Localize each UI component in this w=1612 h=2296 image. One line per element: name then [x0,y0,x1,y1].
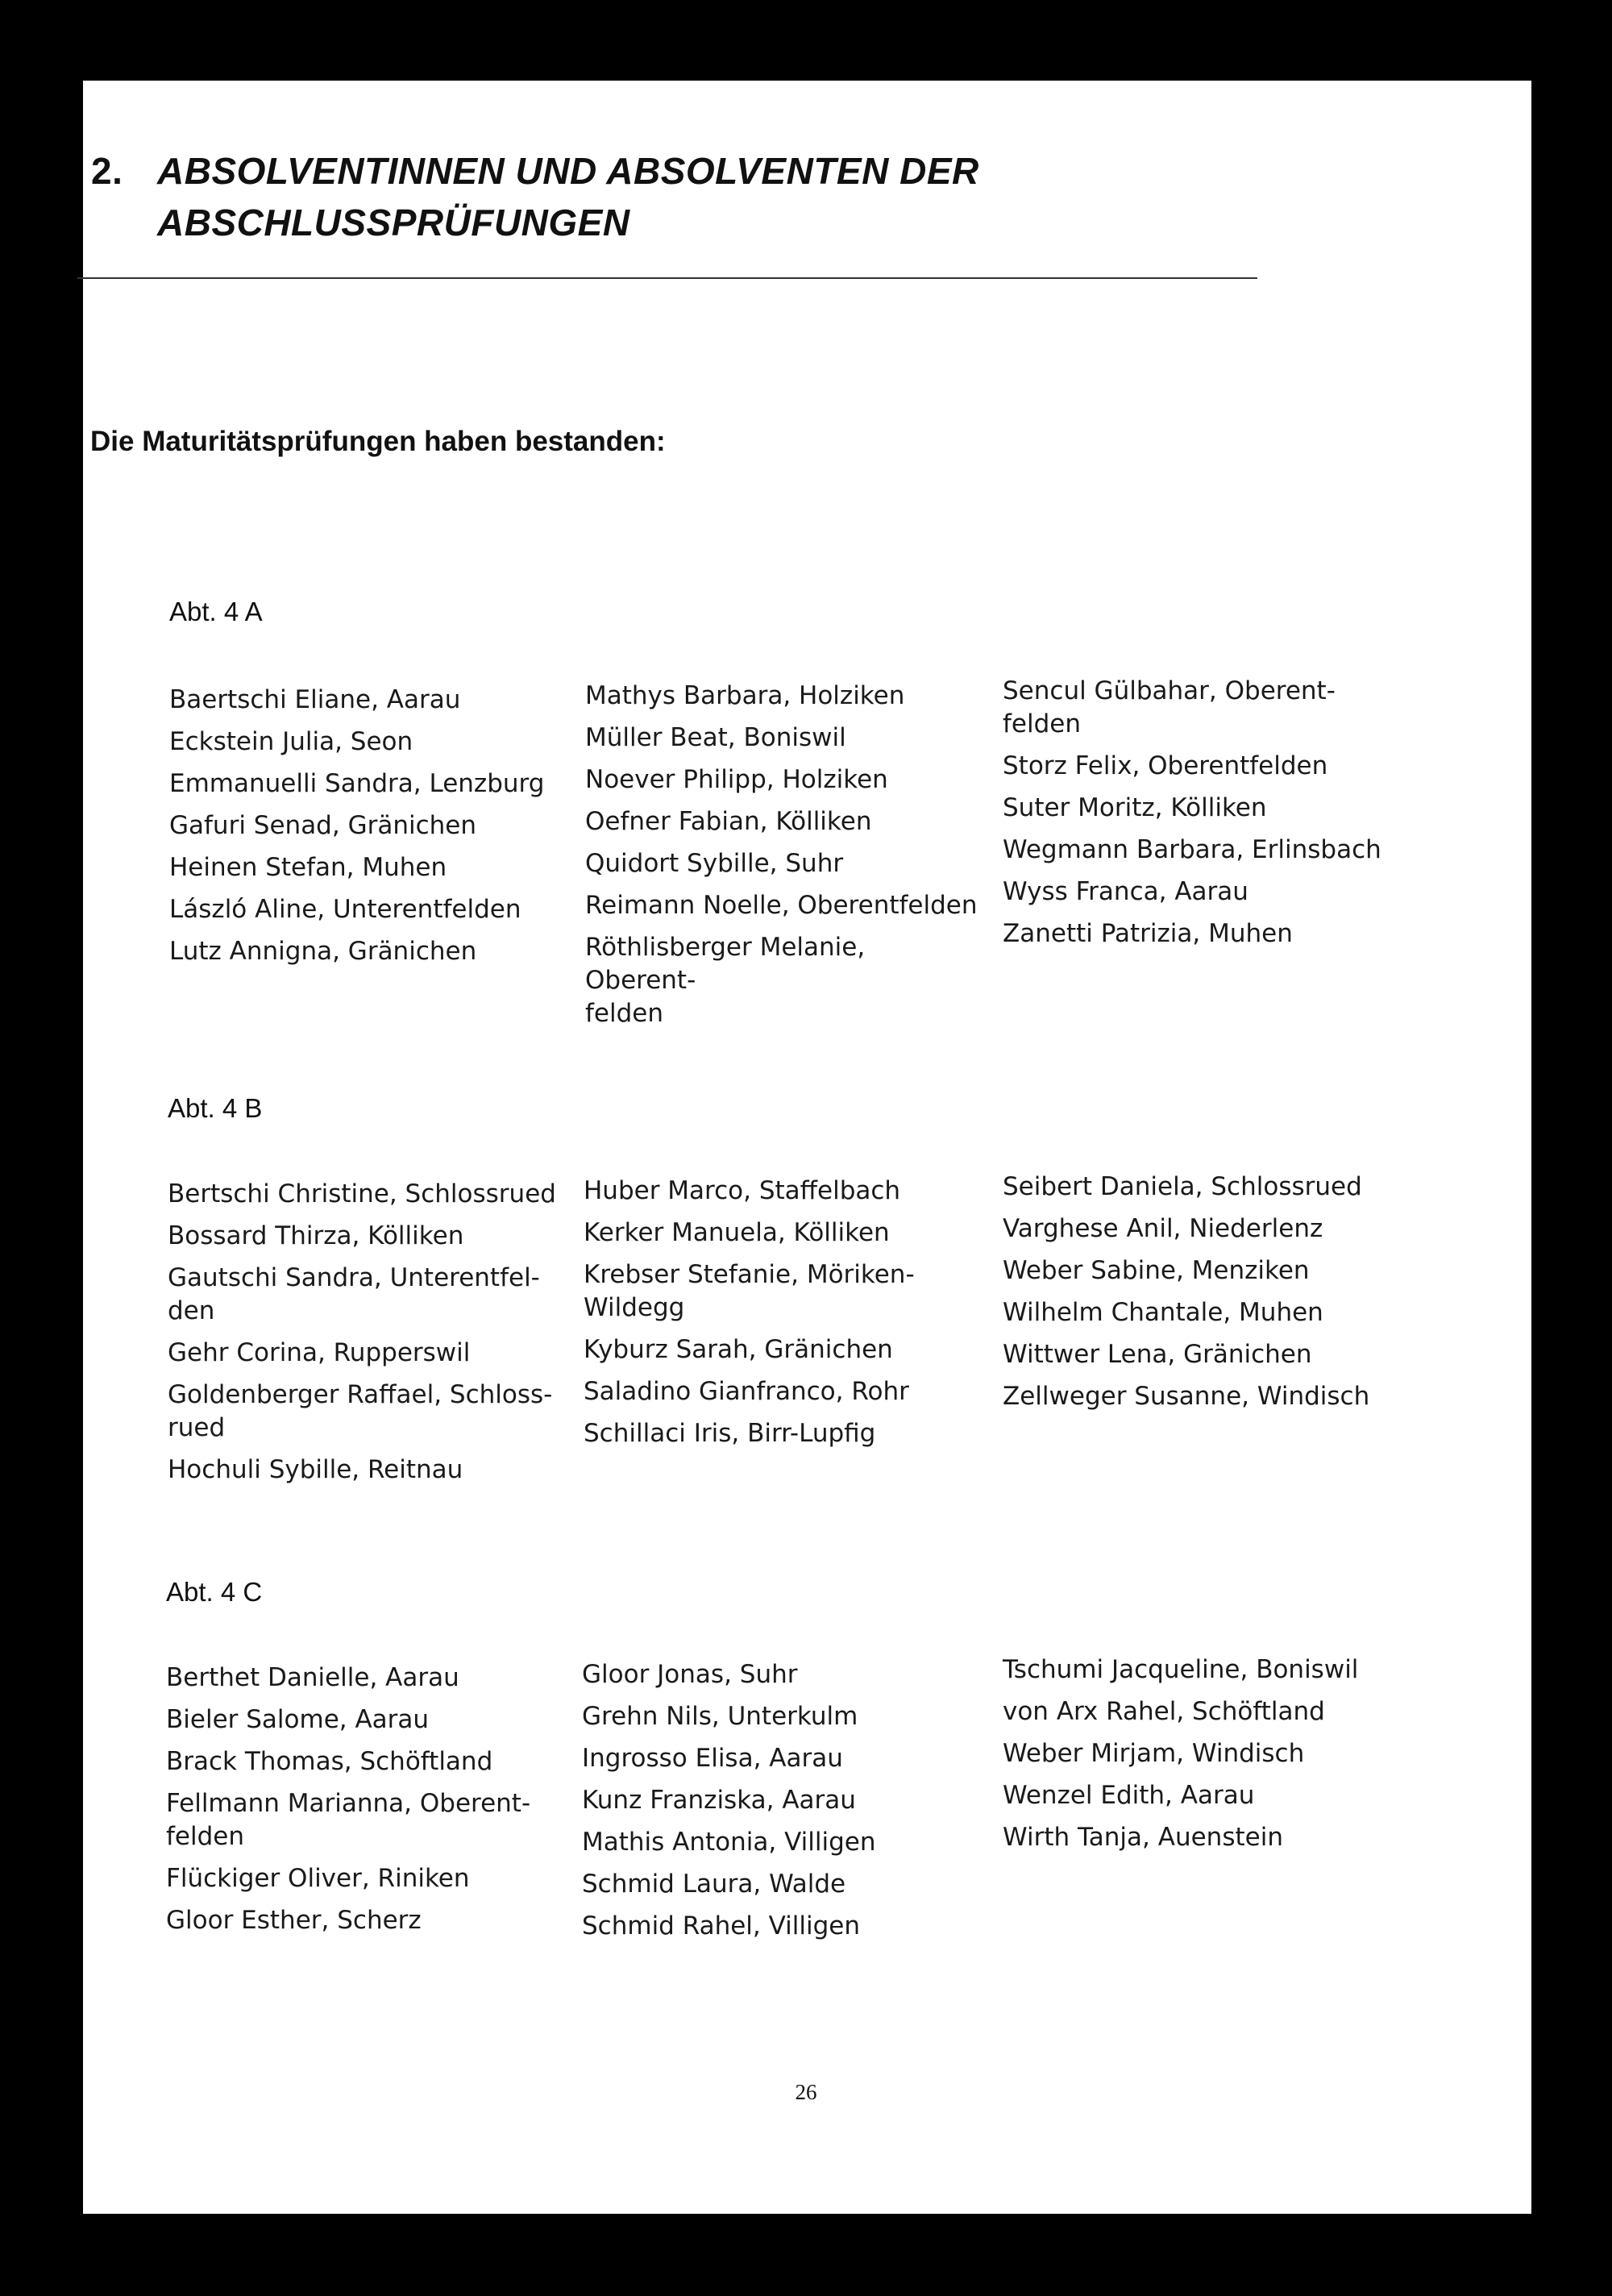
name-entry: László Aline, Unterentfelden [169,895,521,924]
name-entry: Gloor Esther, Scherz [166,1906,422,1935]
name-entry: Mathys Barbara, Holziken [585,681,905,710]
name-entry: Brack Thomas, Schöftland [166,1747,493,1776]
name-entry: Storz Felix, Oberentfelden [1003,751,1328,780]
heading-number: 2. [91,150,123,192]
name-entry: Wenzel Edith, Aarau [1003,1781,1255,1810]
name-entry: Sencul Gülbahar, Oberent- felden [1003,676,1336,738]
name-entry: Eckstein Julia, Seon [169,727,413,756]
name-entry: Heinen Stefan, Muhen [169,853,447,882]
name-entry: Saladino Gianfranco, Rohr [584,1377,909,1406]
name-entry: Baertschi Eliane, Aarau [169,685,461,714]
heading-line-2: ABSCHLUSSPRÜFUNGEN [157,202,630,243]
section-label-4c: Abt. 4 C [166,1577,263,1607]
name-entry: von Arx Rahel, Schöftland [1003,1697,1325,1726]
name-column [584,1175,978,1459]
name-entry: Röthlisberger Melanie, Oberent- felden [585,933,866,1028]
name-entry: Suter Moritz, Kölliken [1003,793,1267,822]
name-entry: Gloor Jonas, Suhr [582,1660,798,1689]
name-entry: Varghese Anil, Niederlenz [1003,1214,1323,1243]
name-entry: Hochuli Sybille, Reitnau [168,1455,463,1484]
name-column [166,1662,561,1946]
name-entry: Tschumi Jacqueline, Boniswil [1003,1655,1359,1684]
name-entry: Kyburz Sarah, Gränichen [584,1335,893,1364]
name-entry: Zellweger Susanne, Windisch [1003,1382,1370,1411]
name-entry: Noever Philipp, Holziken [585,765,888,794]
name-entry: Schmid Laura, Walde [582,1870,846,1899]
name-entry: Fellmann Marianna, Oberent- felden [166,1789,531,1851]
page-number: 26 [795,2080,817,2104]
name-entry: Wyss Franca, Aarau [1003,877,1248,906]
name-entry: Lutz Annigna, Gränichen [169,937,477,966]
name-entry: Oefner Fabian, Kölliken [585,807,872,836]
intro-text: Die Maturitätsprüfungen haben bestanden: [90,426,666,457]
name-entry: Zanetti Patrizia, Muhen [1003,919,1293,948]
name-entry: Grehn Nils, Unterkulm [582,1702,858,1731]
name-column [1003,675,1422,959]
name-entry: Kunz Franziska, Aarau [582,1786,856,1815]
name-entry: Schillaci Iris, Birr-Lupfig [584,1419,876,1448]
name-entry: Gehr Corina, Rupperswil [168,1338,471,1367]
name-entry: Ingrosso Elisa, Aarau [582,1744,843,1773]
name-entry: Krebser Stefanie, Möriken- Wildegg [584,1260,915,1322]
name-column [1003,1653,1398,1863]
name-entry: Wegmann Barbara, Erlinsbach [1003,835,1381,864]
name-entry: Berthet Danielle, Aarau [166,1663,459,1692]
name-entry: Bossard Thirza, Kölliken [168,1221,464,1250]
name-column [1003,1171,1398,1422]
name-entry: Weber Sabine, Menziken [1003,1256,1310,1285]
name-entry: Kerker Manuela, Kölliken [584,1218,890,1247]
name-column [168,1178,563,1495]
name-column [582,1658,977,1952]
heading-line-1: ABSOLVENTINNEN UND ABSOLVENTEN DER [157,150,979,192]
heading-rule [77,277,1257,279]
section-heading [91,145,979,248]
name-entry: Bertschi Christine, Schlossrued [168,1179,556,1208]
name-entry: Seibert Daniela, Schlossrued [1003,1172,1362,1201]
name-entry: Mathis Antonia, Villigen [582,1828,876,1857]
section-label-4b: Abt. 4 B [168,1093,263,1123]
name-entry: Wittwer Lena, Gränichen [1003,1340,1312,1369]
name-entry: Wilhelm Chantale, Muhen [1003,1298,1323,1327]
name-entry: Goldenberger Raffael, Schloss- rued [168,1380,553,1442]
name-entry: Bieler Salome, Aarau [166,1705,430,1734]
name-entry: Wirth Tanja, Auenstein [1003,1823,1283,1852]
name-entry: Weber Mirjam, Windisch [1003,1739,1305,1768]
name-column [169,684,564,977]
name-entry: Müller Beat, Boniswil [585,723,846,752]
name-entry: Gautschi Sandra, Unterentfel- den [168,1263,540,1325]
name-entry: Flückiger Oliver, Riniken [166,1864,470,1893]
name-column [585,680,980,1039]
name-entry: Gafuri Senad, Gränichen [169,811,477,840]
section-label-4a: Abt. 4 A [169,597,263,626]
name-entry: Emmanuelli Sandra, Lenzburg [169,769,545,798]
name-entry: Reimann Noelle, Oberentfelden [585,891,978,920]
name-entry: Schmid Rahel, Villigen [582,1911,860,1940]
name-entry: Huber Marco, Staffelbach [584,1176,901,1205]
name-entry: Quidort Sybille, Suhr [585,849,844,878]
